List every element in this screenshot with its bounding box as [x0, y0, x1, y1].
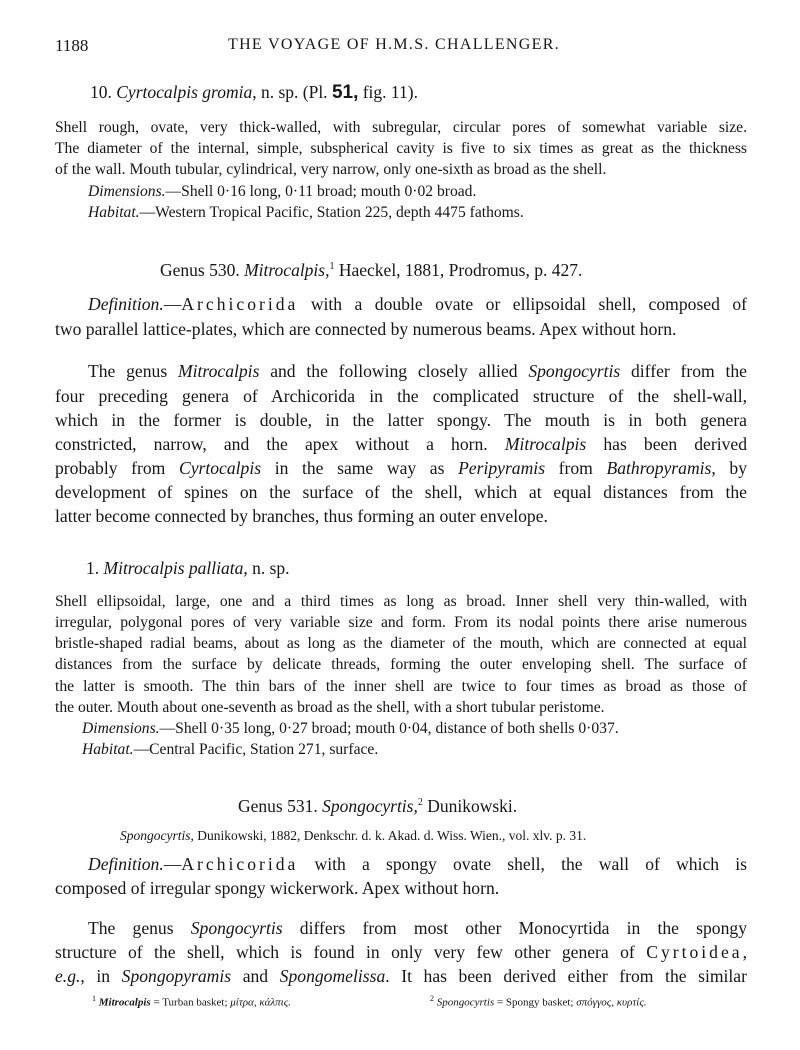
genus-531-definition-line-1: Definition.—Archicorida with a spongy ovate shell, the wall of which is — [88, 854, 747, 874]
species-1-desc-line-2: irregular, polygonal pores of very variable size and form. From its nodal points there arise numerous — [55, 614, 747, 631]
species-1-desc-line-5: the latter is smooth. The thin bars of the inner shell are twice to four times as broad as those of — [55, 678, 747, 695]
genus-531-definition-line-2: composed of irregular spongy wickerwork. Apex without horn. — [55, 878, 500, 898]
footnote-1: $^1$ Mitrocalpis = Turban basket; μίτρα, κάλπις. — [92, 994, 291, 1009]
species-1-desc-line-6: the outer. Mouth about one-seventh as broad as the shell, with a short tubular peristome. — [55, 699, 605, 716]
species-10-desc-line-1: Shell rough, ovate, very thick-walled, with subregular, circular pores of somewhat variable size. — [55, 119, 747, 136]
genus-530-para-line-3: which in the former is double, in the latter spongy. The mouth is in both genera — [55, 410, 747, 430]
footnote-2: $^2$ Spongocyrtis = Spongy basket; σπόγγος, κυρτίς. — [430, 994, 647, 1009]
genus-530-para-line-4: constricted, narrow, and the apex without a horn. Mitrocalpis has been derived — [55, 434, 747, 454]
species-1-habitat: Habitat.—Central Pacific, Station 271, surface. — [82, 741, 379, 758]
genus-531-para-line-1: The genus Spongocyrtis differs from most other Monocyrtida in the spongy — [88, 918, 747, 938]
species-10-name: Cyrtocalpis gromia — [116, 82, 253, 102]
genus-530-heading: Genus 530. Mitrocalpis,$^1$ Haeckel, 1881, Prodromus, p. 427. — [160, 260, 583, 280]
species-10-desc-line-3: of the wall. Mouth tubular, cylindrical, very narrow, only one-sixth as broad as the shell. — [55, 161, 607, 178]
genus-531-para-line-3: e.g., in Spongopyramis and Spongomelissa. It has been derived either from the similar — [55, 966, 747, 986]
genus-530-para-line-7: latter become connected by branches, thus forming an outer envelope. — [55, 506, 548, 526]
plate-ref: 51, — [331, 82, 359, 103]
species-10-desc-line-2: The diameter of the internal, simple, subspherical cavity is five to six times as great as the thickness — [55, 140, 747, 157]
genus-530-para-line-6: development of spines on the surface of the shell, which at equal distances from the — [55, 482, 747, 502]
species-1-desc-line-1: Shell ellipsoidal, large, one and a third times as long as broad. Inner shell very thin-walled, with — [55, 593, 747, 610]
genus-531-para-line-2: structure of the shell, which is found in only very few other genera of Cyrtoidea, — [55, 942, 747, 962]
species-1-desc-line-4: distances from the surface by delicate threads, forming the outer enveloping shell. The surface of — [55, 656, 747, 673]
genus-531-synonymy: Spongocyrtis, Dunikowski, 1882, Denkschr. d. k. Akad. d. Wiss. Wien., vol. xlv. p. 31. — [120, 828, 587, 843]
species-1-name: Mitrocalpis palliata — [103, 558, 244, 578]
genus-530-para-line-1: The genus Mitrocalpis and the following closely allied Spongocyrtis differ from the — [88, 361, 747, 381]
species-1-desc-line-3: bristle-shaped radial beams, about as long as the diameter of the mouth, which are connected at equal — [55, 635, 747, 652]
genus-530-para-line-5: probably from Cyrtocalpis in the same way as Peripyramis from Bathropyramis, by — [55, 458, 748, 478]
genus-531-heading: Genus 531. Spongocyrtis,$^2$ Dunikowski. — [238, 796, 518, 816]
species-1-heading: 1. Mitrocalpis palliata, n. sp. — [86, 558, 290, 578]
species-10-heading: 10. Cyrtocalpis gromia, n. sp. (Pl. 51, fig. 11). — [90, 82, 418, 103]
species-10-habitat: Habitat.—Western Tropical Pacific, Station 225, depth 4475 fathoms. — [88, 204, 524, 221]
genus-530-definition-line-2: two parallel lattice-plates, which are connected by numerous beams. Apex without horn. — [55, 319, 677, 339]
species-10-dimensions: Dimensions.—Shell 0·16 long, 0·11 broad; mouth 0·02 broad. — [88, 183, 477, 200]
genus-530-para-line-2: four preceding genera of Archicorida in the complicated structure of the shell-wall, — [55, 386, 747, 406]
genus-530-definition-line-1: Definition.—Archicorida with a double ovate or ellipsoidal shell, composed of — [88, 294, 747, 314]
species-1-dimensions: Dimensions.—Shell 0·35 long, 0·27 broad; mouth 0·04, distance of both shells 0·037. — [82, 720, 619, 737]
page-number: 1188 — [55, 36, 89, 55]
running-title: THE VOYAGE OF H.M.S. CHALLENGER. — [228, 36, 560, 53]
